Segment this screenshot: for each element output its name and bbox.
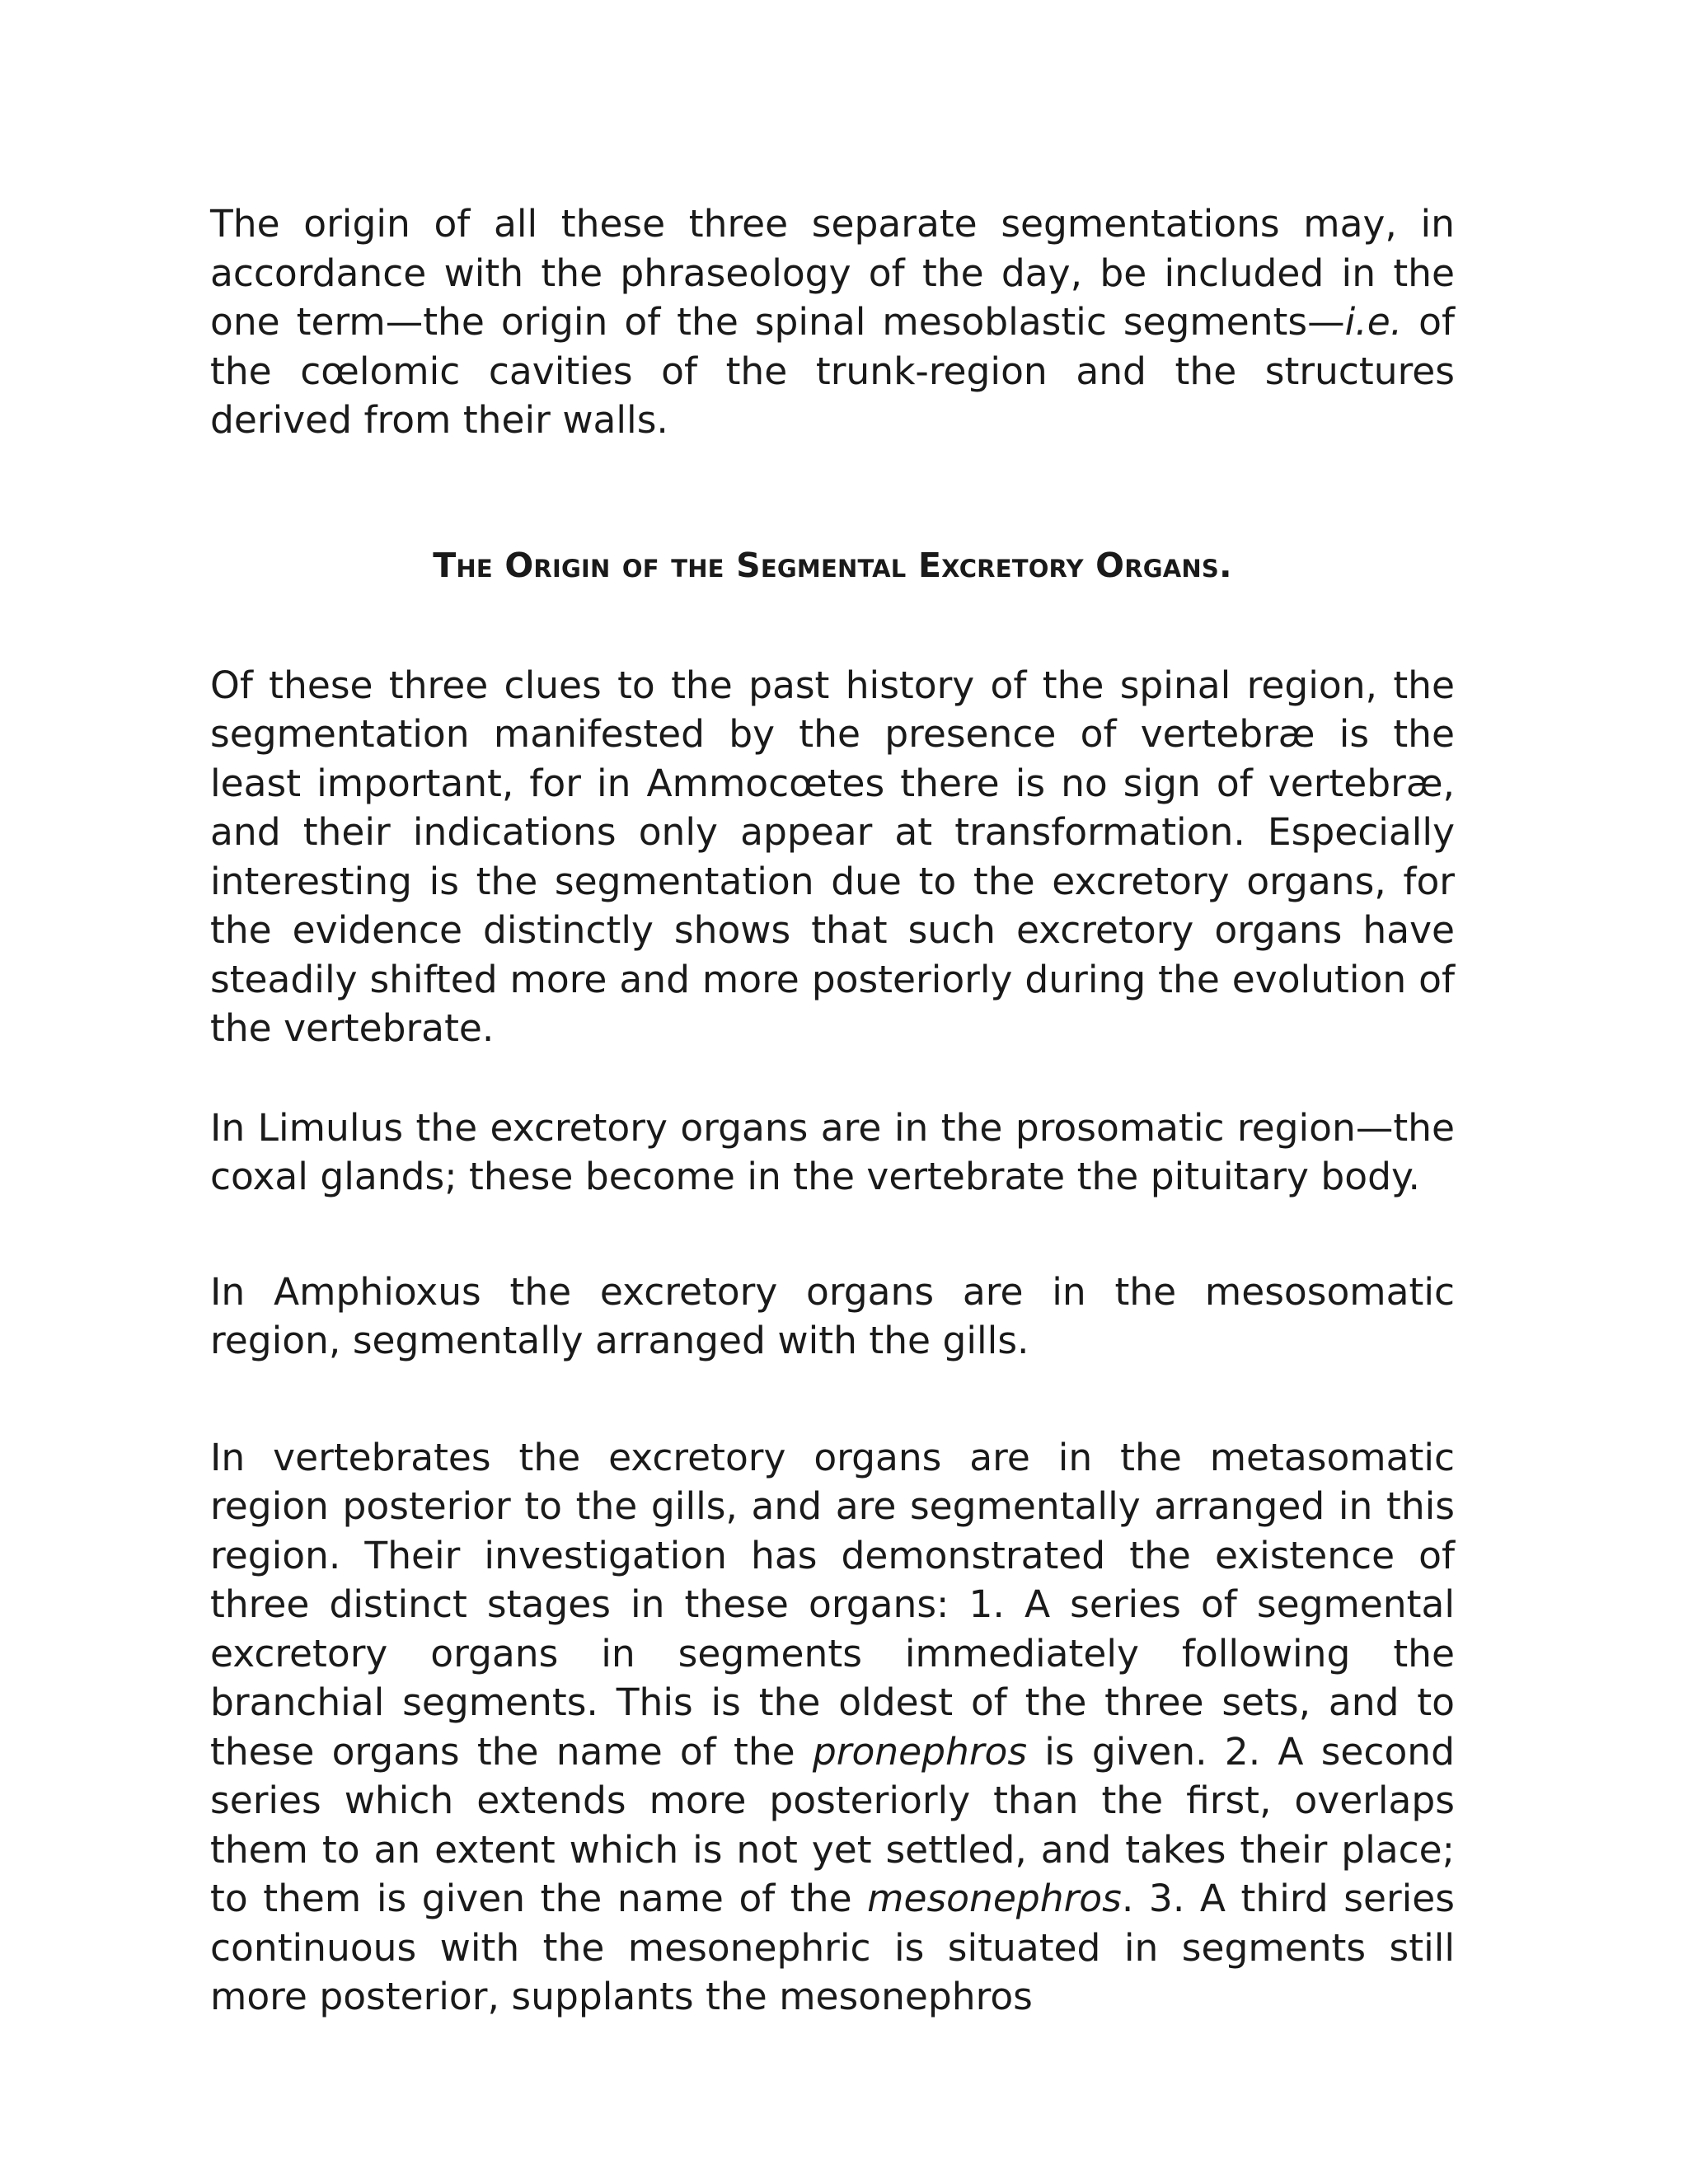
italic-text: pronephros: [812, 1729, 1028, 1774]
paragraph-limulus: In Limulus the excretory organs are in the prosomatic region—the coxal glands; these become in the vertebrate the pituitary body.: [210, 1105, 1455, 1198]
paragraph-three-clues: Of these three clues to the past history of the spinal region, the segmentation manifested by the presence of vertebræ is the least important, for in Ammocœtes there is no sign of vertebræ, and their indications only appear at transformation. Especially interesting is the segmentation due to the excretory organs, for the evidence distinctly shows that such excretory organs have steadily shifted more and more posteriorly during the evolution of the vertebrate.: [210, 663, 1455, 1050]
page-body: [210, 199, 1455, 2022]
paragraph-text: is given. 2. A second series which extends more posteriorly than the first, overlaps them to an extent which is not yet settled, and takes their place; to them is given the name of the: [210, 1729, 1455, 1920]
paragraph-origin-segmentations: [210, 199, 1455, 445]
paragraph-text: In vertebrates the excretory organs are in the metasomatic region posterior to the gills, and are segmentally arranged in this region. Their investigation has demonstrated the existence of three distinct stages in these organs: 1. A series of segmental excretory organs in segments immediately following the branchial segments. This is the oldest of the three sets, and to these organs the name of the: [210, 1435, 1455, 1774]
paragraph-amphioxus: In Amphioxus the excretory organs are in the mesosomatic region, segmentally arranged with the gills.: [210, 1269, 1455, 1362]
paragraph-vertebrates: [210, 1433, 1455, 2022]
paragraph-text: The origin of all these three separate segmentations may, in accordance with the phraseology of the day, be included in the one term—the origin of the spinal mesoblastic segments—: [210, 202, 1455, 344]
paragraph-text: of the cœlomic cavities of the trunk-region and the structures derived from their walls.: [210, 300, 1455, 442]
paragraph-text: . 3. A third series continuous with the mesonephric is situated in segments still more posterior, supplants the mesonephros: [210, 1877, 1455, 2018]
italic-text: i.e.: [1344, 300, 1403, 344]
italic-text: mesonephros: [867, 1877, 1122, 1920]
section-heading: The Origin of the Segmental Excretory Organs.: [433, 545, 1232, 585]
